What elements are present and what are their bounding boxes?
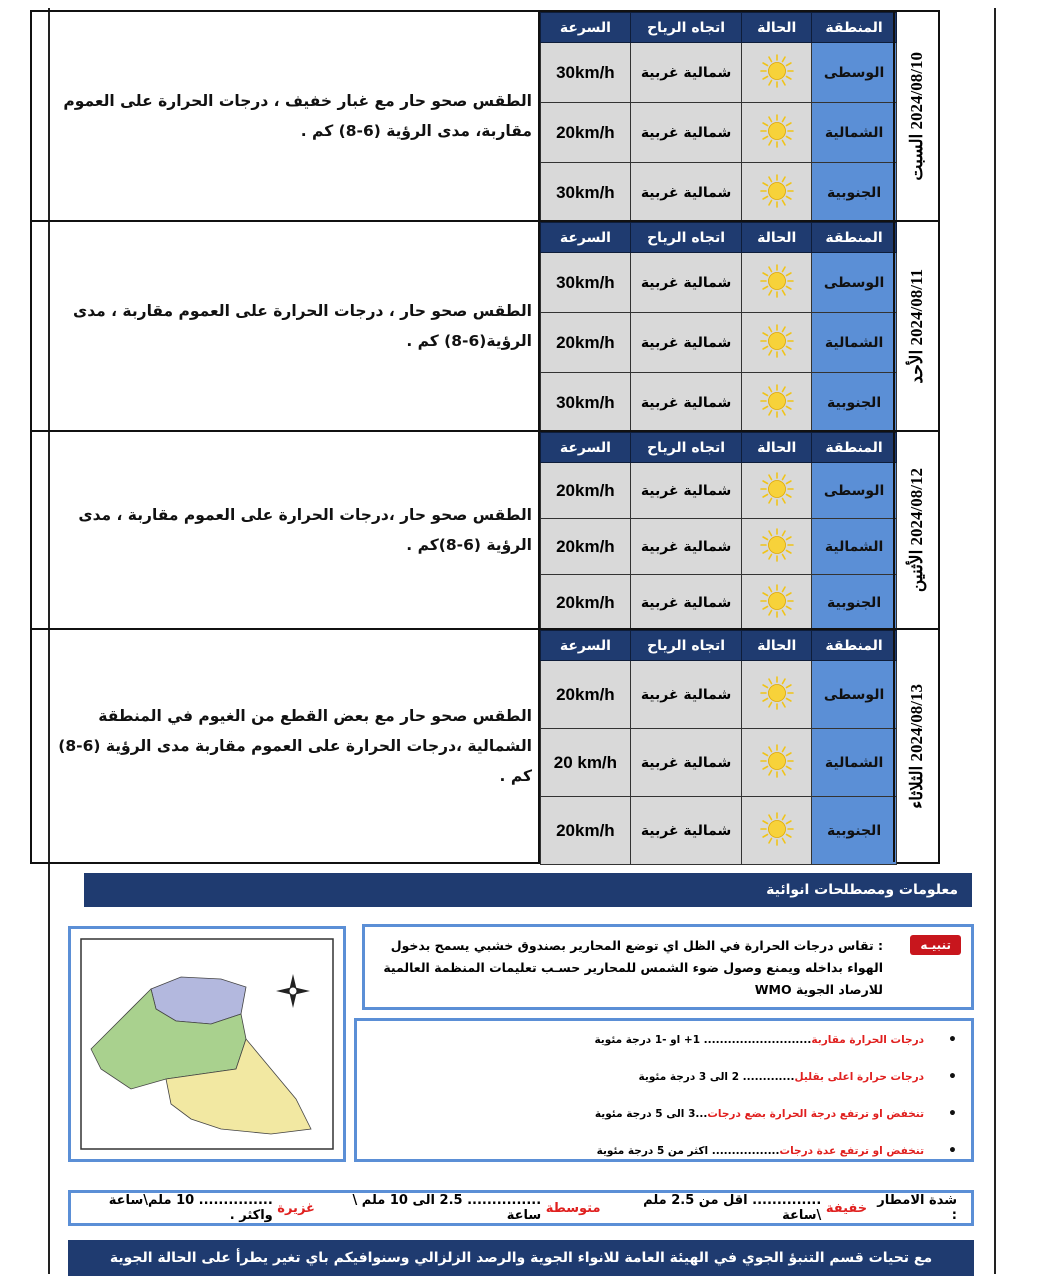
sun-icon <box>759 811 795 847</box>
forecast-row <box>541 729 897 797</box>
wind-speed: 30km/h <box>541 43 631 103</box>
forecast-table <box>540 630 897 865</box>
day-date <box>893 222 938 430</box>
wind-direction: شمالية غربية <box>630 519 742 575</box>
wind-direction: شمالية غربية <box>630 729 742 797</box>
forecast-description <box>32 12 540 220</box>
wind-direction: شمالية غربية <box>630 163 742 223</box>
region-name: الشمالية <box>812 313 897 373</box>
forecast-row <box>541 575 897 631</box>
sun-icon <box>759 173 795 209</box>
term-name: • درجات الحرارة مقاربة <box>811 1033 925 1046</box>
day-date <box>893 432 938 628</box>
header-speed: السرعة <box>541 631 631 661</box>
sun-icon <box>759 675 795 711</box>
weather-status <box>742 661 812 729</box>
wind-direction: شمالية غربية <box>630 43 742 103</box>
info-bar-title: معلومات ومصطلحات انوائية <box>766 882 958 898</box>
header-region: المنطقة <box>812 631 897 661</box>
term-value: ........................... 1+ او -1 درجة مئوية <box>594 1033 812 1046</box>
compass-rose-icon <box>276 974 310 1008</box>
sun-icon <box>759 583 795 619</box>
forecast-row <box>541 797 897 865</box>
region-name: الوسطى <box>812 253 897 313</box>
header-status: الحالة <box>742 13 812 43</box>
term-item <box>357 1058 971 1095</box>
terms-box <box>354 1018 974 1162</box>
forecast-table <box>540 432 897 631</box>
rain-light-value: .............. اقل من 2.5 ملم \ساعة <box>643 1193 822 1223</box>
weather-status <box>742 729 812 797</box>
wind-direction: شمالية غربية <box>630 575 742 631</box>
weather-status <box>742 253 812 313</box>
header-region: المنطقة <box>812 13 897 43</box>
header-region: المنطقة <box>812 433 897 463</box>
iraq-map <box>71 929 343 1159</box>
header-direction: اتجاه الرياح <box>630 13 742 43</box>
weather-status <box>742 43 812 103</box>
rain-heavy-value: ............... 10 ملم\ساعة واكثر . <box>108 1193 273 1223</box>
region-name: الجنوبية <box>812 797 897 865</box>
region-name: الشمالية <box>812 519 897 575</box>
day-date <box>893 12 938 220</box>
region-name: الوسطى <box>812 661 897 729</box>
term-value: ............. 2 الى 3 درجة مئوية <box>638 1070 795 1083</box>
day-date <box>893 630 938 862</box>
weather-status <box>742 163 812 223</box>
weather-status <box>742 373 812 433</box>
sun-icon <box>759 527 795 563</box>
wind-direction: شمالية غربية <box>630 463 742 519</box>
wind-direction: شمالية غربية <box>630 661 742 729</box>
description-text: الطقس صحو حار ،درجات الحرارة على العموم مقاربة ، مدى الرؤية (6-8)كم . <box>78 506 532 554</box>
date-label: 2024/08/12 الأثنين <box>906 467 926 593</box>
wind-speed: 20 km/h <box>541 729 631 797</box>
region-name: الشمالية <box>812 729 897 797</box>
region-name: الوسطى <box>812 43 897 103</box>
header-direction: اتجاه الرياح <box>630 631 742 661</box>
description-text: الطقس صحو حار ، درجات الحرارة على العموم مقاربة ، مدى الرؤية(6-8) كم . <box>72 302 532 350</box>
forecast-row <box>541 519 897 575</box>
rain-light: خفيفة <box>825 1200 868 1216</box>
wind-direction: شمالية غربية <box>630 797 742 865</box>
table-header-row <box>541 631 897 661</box>
forecast-row <box>541 661 897 729</box>
header-speed: السرعة <box>541 223 631 253</box>
forecast-table <box>540 12 897 223</box>
footer-text: مع تحيات قسم التنبؤ الجوي في الهيئة العامة للانواء الجوية والرصد الزلزالي وسنوافيكم باي تغير يطرأ على الحالة الجوية <box>109 1250 933 1266</box>
wind-speed: 20km/h <box>541 797 631 865</box>
sun-icon <box>759 263 795 299</box>
wind-direction: شمالية غربية <box>630 313 742 373</box>
term-item <box>357 1132 971 1169</box>
weather-status <box>742 519 812 575</box>
header-status: الحالة <box>742 433 812 463</box>
weather-status <box>742 575 812 631</box>
wind-speed: 20km/h <box>541 575 631 631</box>
wind-speed: 20km/h <box>541 103 631 163</box>
weather-status <box>742 103 812 163</box>
map-box <box>68 926 346 1162</box>
header-direction: اتجاه الرياح <box>630 223 742 253</box>
sun-icon <box>759 323 795 359</box>
region-name: الشمالية <box>812 103 897 163</box>
term-item <box>357 1021 971 1058</box>
sun-icon <box>759 113 795 149</box>
wind-direction: شمالية غربية <box>630 373 742 433</box>
region-name: الوسطى <box>812 463 897 519</box>
forecast-row <box>541 313 897 373</box>
wind-speed: 30km/h <box>541 163 631 223</box>
term-value: ...3 الى 5 درجة مئوية <box>594 1107 708 1120</box>
wind-direction: شمالية غربية <box>630 253 742 313</box>
description-text: الطقس صحو حار مع غبار خفيف ، درجات الحرارة على العموم مقاربة، مدى الرؤية (6-8) كم . <box>63 92 532 140</box>
forecast-row <box>541 253 897 313</box>
header-speed: السرعة <box>541 13 631 43</box>
table-header-row <box>541 433 897 463</box>
term-item <box>357 1095 971 1132</box>
weather-status <box>742 797 812 865</box>
forecast-row <box>541 103 897 163</box>
term-name: • درجات حرارة اعلى بقليل <box>794 1070 925 1083</box>
rain-medium-value: ............... 2.5 الى 10 ملم \ ساعة <box>352 1193 542 1223</box>
header-status: الحالة <box>742 631 812 661</box>
forecast-table <box>540 222 897 433</box>
header-direction: اتجاه الرياح <box>630 433 742 463</box>
sun-icon <box>759 383 795 419</box>
wind-speed: 30km/h <box>541 373 631 433</box>
notice-box <box>362 924 974 1010</box>
date-label: 2024/08/13 الثلاثاء <box>906 683 926 809</box>
rain-medium: متوسطة <box>545 1200 601 1216</box>
forecast-day-block <box>30 628 940 864</box>
weather-status <box>742 463 812 519</box>
forecast-description <box>32 222 540 430</box>
term-name: • تنخفض او ترتفع درجة الحرارة بضع درجات <box>707 1107 925 1120</box>
notice-label: تنبيـه <box>910 935 961 955</box>
notice-text: : تقاس درجات الحرارة في الظل اي توضع المحارير بصندوق خشبي يسمح بدخول الهواء بداخله ويمنع وصول ضوء الشمس للمحارير حسـب تعليمات المنظمة العالمية للارصاد الجوية WMO <box>383 938 883 997</box>
forecast-description <box>32 432 540 628</box>
info-bar <box>84 873 972 907</box>
sun-icon <box>759 53 795 89</box>
sun-icon <box>759 743 795 779</box>
date-label: 2024/08/10 السبت <box>906 51 926 181</box>
forecast-day-block <box>30 10 940 220</box>
terms-list <box>357 1021 971 1169</box>
wind-speed: 20km/h <box>541 661 631 729</box>
region-name: الجنوبية <box>812 163 897 223</box>
header-status: الحالة <box>742 223 812 253</box>
description-text: الطقس صحو حار مع بعض القطع من الغيوم في المنطقة الشمالية ،درجات الحرارة على العموم مقاربة مدى الرؤية (6-8) كم . <box>58 707 532 785</box>
table-header-row <box>541 223 897 253</box>
wind-direction: شمالية غربية <box>630 103 742 163</box>
header-region: المنطقة <box>812 223 897 253</box>
forecast-day-block <box>30 430 940 628</box>
region-name: الجنوبية <box>812 373 897 433</box>
forecast-row <box>541 43 897 103</box>
rain-heavy: غزيرة <box>277 1200 315 1216</box>
wind-speed: 30km/h <box>541 253 631 313</box>
forecast-day-block <box>30 220 940 430</box>
rain-label: شدة الامطار : <box>877 1193 957 1223</box>
forecast-row <box>541 163 897 223</box>
wind-speed: 20km/h <box>541 463 631 519</box>
wind-speed: 20km/h <box>541 519 631 575</box>
region-name: الجنوبية <box>812 575 897 631</box>
term-value: ................. اكثر من 5 درجة مئوية <box>596 1144 780 1157</box>
wind-speed: 20km/h <box>541 313 631 373</box>
forecast-row <box>541 373 897 433</box>
date-label: 2024/08/11 الأحد <box>906 268 926 384</box>
sun-icon <box>759 471 795 507</box>
forecast-row <box>541 463 897 519</box>
forecast-description <box>32 630 540 862</box>
weather-status <box>742 313 812 373</box>
footer-bar <box>68 1240 974 1276</box>
rain-intensity-box <box>68 1190 974 1226</box>
term-name: • تنخفض او ترتفع عدة درجات <box>779 1144 925 1157</box>
table-header-row <box>541 13 897 43</box>
header-speed: السرعة <box>541 433 631 463</box>
